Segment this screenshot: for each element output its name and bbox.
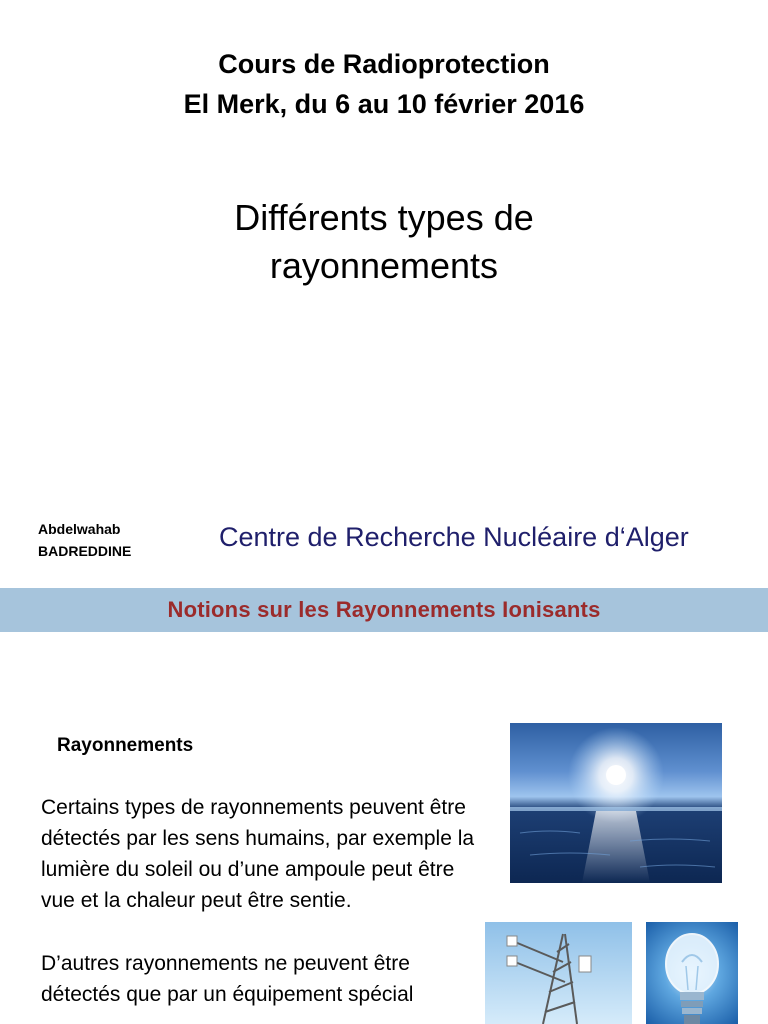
body-text	[41, 792, 481, 1024]
institution-name: Centre de Recherche Nucléaire d‘Alger	[219, 522, 689, 552]
light-bulb-icon	[646, 922, 738, 1024]
banner-title: Notions sur les Rayonnements Ionisants	[167, 597, 601, 622]
course-name: Cours de Radioprotection	[218, 49, 550, 79]
course-title	[0, 44, 768, 124]
author-last-name: BADREDDINE	[38, 543, 132, 559]
presentation-title	[0, 194, 768, 290]
title-line-1: Différents types de	[234, 197, 534, 238]
light-bulb-photo	[646, 922, 738, 1024]
author-first-name: Abdelwahab	[38, 521, 121, 537]
paragraph-2: D’autres rayonnements ne peuvent être détectés que par un équipement spécial	[41, 952, 414, 1006]
section-heading: Rayonnements	[57, 735, 194, 756]
author-name	[38, 518, 131, 562]
course-location-dates: El Merk, du 6 au 10 février 2016	[183, 89, 585, 119]
antenna-tower-photo	[485, 922, 632, 1024]
sun-over-sea-photo	[510, 723, 722, 883]
sun-over-sea-icon	[510, 723, 722, 883]
section-banner	[0, 588, 768, 632]
paragraph-1: Certains types de rayonnements peuvent être détectés par les sens humains, par exemple la lumière du soleil ou d’une ampoule peut être vue et la chaleur peut être sentie.	[41, 796, 475, 912]
title-line-2: rayonnements	[269, 245, 499, 286]
antenna-tower-icon	[485, 922, 632, 1024]
